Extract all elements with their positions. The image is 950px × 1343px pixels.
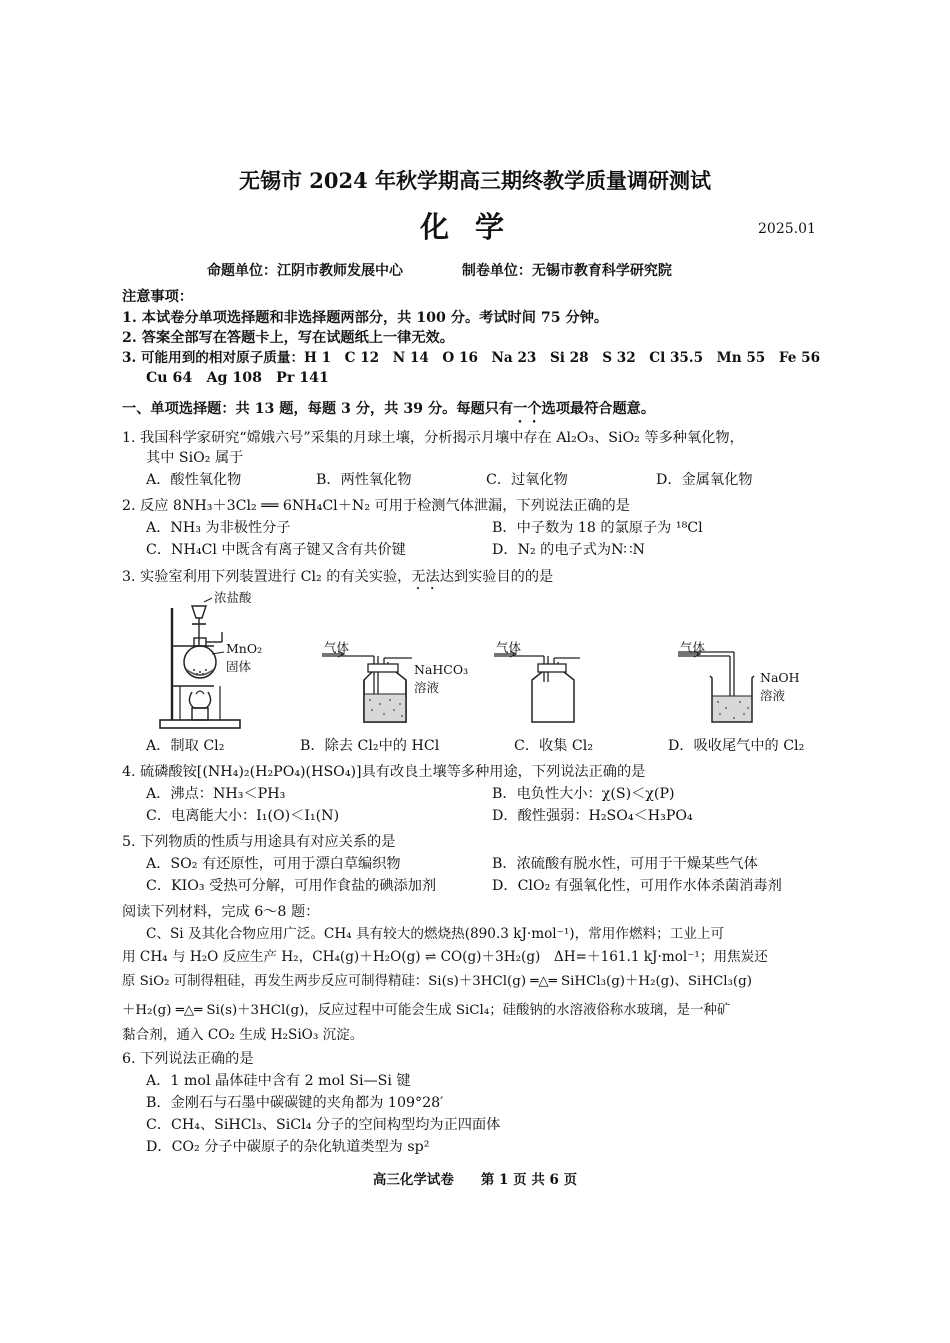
notice-item: 1. 本试卷分单项选择题和非选择题两部分，共 100 分。考试时间 75 分钟。	[122, 310, 609, 326]
label-naoh: NaOH	[760, 670, 800, 685]
question-4-stem: 4. 硫磷酸铵[(NH₄)₂(H₂PO₄)(HSO₄)]具有改良土壤等多种用途，下列说法正确的是	[122, 764, 646, 780]
option-a: A．SO₂ 有还原性，可用于漂白草编织物	[146, 856, 401, 872]
question-6-option-a: A．1 mol 晶体硅中含有 2 mol Si—Si 键	[146, 1073, 411, 1089]
option-d: D．N₂ 的电子式为N∷N	[492, 542, 645, 558]
question-3-stem: 3. 实验室利用下列装置进行 Cl₂ 的有关实验，无法达到实验目的的是	[122, 569, 554, 585]
option-b: B．中子数为 18 的氯原子为 ¹⁸Cl	[492, 520, 703, 536]
option-c: C．KIO₃ 受热可分解，可用作食盐的碘添加剂	[146, 878, 437, 894]
label-solid: 固体	[226, 659, 252, 674]
question-5-options	[146, 854, 846, 874]
material-intro: 阅读下列材料，完成 6～8 题：	[122, 904, 320, 920]
option-c: C．NH₄Cl 中既含有离子键又含有共价键	[146, 542, 406, 558]
material-line: C、Si 及其化合物应用广泛。CH₄ 具有较大的燃烧热(890.3 kJ·mol⁻¹)，常用作燃料；工业上可	[146, 926, 725, 942]
label-mno2: MnO₂	[226, 641, 263, 656]
label-gas: 气体	[324, 640, 350, 655]
emphasis-text: 无法	[411, 569, 440, 585]
question-6-stem: 6. 下列说法正确的是	[122, 1051, 254, 1067]
option-b: B．除去 Cl₂中的 HCl	[300, 738, 440, 754]
option-a: A．制取 Cl₂	[146, 738, 225, 754]
question-6-option-d: D．CO₂ 分子中碳原子的杂化轨道类型为 sp²	[146, 1139, 430, 1155]
material-line: ＋H₂(g) ═△═ Si(s)＋3HCl(g)，反应过程中可能会生成 SiCl₄；硅酸钠的水溶液俗称水玻璃，是一种矿	[122, 1003, 731, 1018]
label-gas: 气体	[496, 640, 522, 655]
option-c: C．过氧化物	[486, 472, 568, 488]
question-1-stem: 1. 我国科学家研究“嫦娥六号”采集的月球土壤，分析揭示月壤中存在 Al₂O₃、SiO₂ 等多种氧化物，	[122, 430, 744, 446]
apparatus-a-generator	[152, 588, 282, 733]
section-heading: 一、单项选择题：共 13 题，每题 3 分，共 39 分。每题只有一个选项最符合题意。	[122, 401, 656, 417]
issuing-units	[207, 260, 726, 280]
page-footer: 高三化学试卷 第 1 页 共 6 页	[372, 1172, 578, 1188]
question-5-options	[146, 876, 846, 896]
material-line: 黏合剂，通入 CO₂ 生成 H₂SiO₃ 沉淀。	[122, 1027, 364, 1043]
notice-item: 2. 答案全部写在答题卡上，写在试题纸上一律无效。	[122, 330, 454, 346]
option-c: C．收集 Cl₂	[514, 738, 594, 754]
question-5-stem: 5. 下列物质的性质与用途具有对应关系的是	[122, 834, 396, 850]
option-d: D．金属氧化物	[656, 472, 753, 488]
option-d: D．吸收尾气中的 Cl₂	[668, 738, 805, 754]
question-4-options	[146, 806, 846, 826]
unit-author: 命题单位：江阴市教师发展中心	[207, 263, 403, 279]
exam-date: 2025.01	[758, 221, 816, 237]
apparatus-d-absorber	[678, 650, 768, 728]
question-2-options	[146, 518, 846, 538]
option-a: A．沸点：NH₃＜PH₃	[146, 786, 286, 802]
material-line: 原 SiO₂ 可制得粗硅，再发生两步反应可制得精硅：Si(s)＋3HCl(g) ═△═ SiHCl₃(g)＋H₂(g)、SiHCl₃(g)	[122, 974, 752, 989]
option-b: B．两性氧化物	[316, 472, 412, 488]
question-2-stem: 2. 反应 8NH₃＋3Cl₂ ══ 6NH₄Cl＋N₂ 可用于检测气体泄漏，下列说法正确的是	[122, 498, 630, 514]
label-nahco3: NaHCO₃	[414, 662, 469, 677]
question-6-option-c: C．CH₄、SiHCl₃、SiCl₄ 分子的空间构型均为正四面体	[146, 1117, 501, 1133]
option-a: A．酸性氧化物	[146, 472, 242, 488]
question-1-options	[146, 470, 846, 490]
option-c: C．电离能大小：I₁(O)＜I₁(N)	[146, 808, 340, 824]
question-4-options	[146, 784, 846, 804]
notice-heading: 注意事项：	[122, 289, 193, 305]
option-d: D．酸性强弱：H₂SO₄＜H₃PO₄	[492, 808, 693, 824]
apparatus-c-collect-bottle	[494, 650, 594, 728]
question-2-options	[146, 540, 846, 560]
label-gas: 气体	[680, 640, 706, 655]
unit-maker: 制卷单位：无锡市教育科学研究院	[461, 263, 672, 279]
option-b: B．浓硫酸有脱水性，可用于干燥某些气体	[492, 856, 758, 872]
emphasis-text: 一个	[513, 401, 542, 417]
notice-item: Cu 64 Ag 108 Pr 141	[146, 370, 329, 386]
material-line: 用 CH₄ 与 H₂O 反应生产 H₂，CH₄(g)＋H₂O(g) ⇌ CO(g)＋3H₂(g) ΔH=＋161.1 kJ·mol⁻¹；用焦炭还	[122, 949, 768, 965]
label-solution: 溶液	[760, 688, 786, 703]
label-solution: 溶液	[414, 680, 440, 695]
question-6-option-b: B．金刚石与石墨中碳碳键的夹角都为 109°28′	[146, 1095, 444, 1111]
exam-title: 无锡市 2024 年秋学期高三期终教学质量调研测试	[238, 168, 712, 193]
option-d: D．ClO₂ 有强氧化性，可用作水体杀菌消毒剂	[492, 878, 782, 894]
question-1-stem: 其中 SiO₂ 属于	[146, 450, 244, 466]
option-b: B．电负性大小：χ(S)＜χ(P)	[492, 786, 675, 802]
subject-title: 化学	[419, 210, 530, 244]
notice-item: 3. 可能用到的相对原子质量：H 1 C 12 N 14 O 16 Na 23 Si 28 S 32 Cl 35.5 Mn 55 Fe 56	[122, 350, 821, 366]
label-conc-hcl: 浓盐酸	[214, 590, 252, 605]
option-a: A．NH₃ 为非极性分子	[146, 520, 291, 536]
